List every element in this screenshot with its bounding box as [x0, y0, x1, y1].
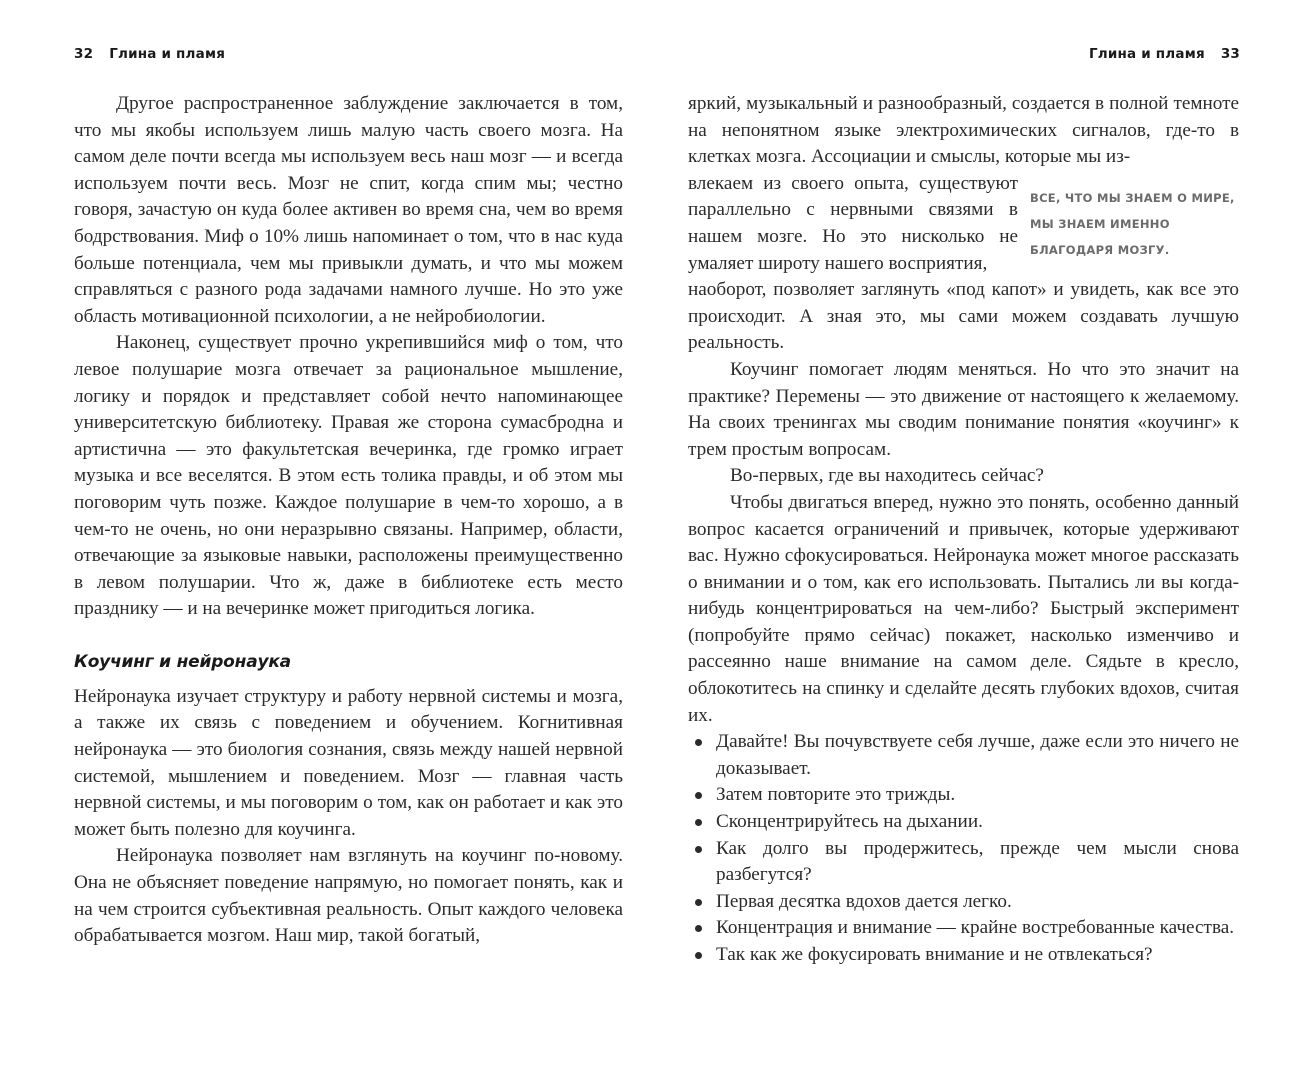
bullet-icon: [695, 899, 702, 906]
list-item: Сконцентрируйтесь на дыхании.: [688, 809, 1239, 836]
bullet-icon: [695, 792, 702, 799]
list-item: Концентрация и внимание — крайне востребованные качества.: [688, 915, 1239, 942]
pull-quote: ВСЕ, ЧТО МЫ ЗНАЕМ О МИРЕ, МЫ ЗНАЕМ ИМЕННО БЛАГОДАРЯ МОЗГУ.: [1030, 190, 1235, 257]
bullet-icon: [695, 819, 702, 826]
list-item: Первая десятка вдохов дается легко.: [688, 889, 1239, 916]
paragraph: Во-первых, где вы находитесь сейчас?: [730, 465, 1044, 487]
left-running-head: [74, 46, 225, 62]
bullet-icon: [695, 739, 702, 746]
bullet-list: [688, 729, 1239, 968]
page-number: 32: [74, 46, 94, 62]
right-body-text: [688, 91, 1239, 969]
right-running-head: [1089, 46, 1240, 62]
bullet-icon: [695, 952, 702, 959]
paragraph: Другое распространенное заблуждение заключается в том, что мы якобы используем лишь малую часть своего мозга. На самом деле почти всегда мы используем весь наш мозг — и всегда используем почти весь. Мозг не спит, когда спим мы; честно говоря, зачастую он куда более активен во время сна, чем во время бодрствования. Миф о 10% лишь напоминает о том, что в нас куда больше потенциала, чем мы привыкли думать, и что мы можем справляться с разного рода задачами намного лучше. Но это уже область мотивационной психологии, а не нейробиологии.: [74, 93, 623, 327]
section-heading: Коучинг и нейронаука: [74, 651, 291, 672]
paragraph: Нейронаука позволяет нам взглянуть на коучинг по-новому. Она не объясняет поведение напрямую, но помогает понять, как и на чем строится субъективная реальность. Опыт каждого человека обрабатывается мозгом. Наш мир, такой богатый,: [74, 845, 623, 947]
pull-quote-block: [688, 171, 1239, 277]
running-title: Глина и пламя: [109, 46, 226, 62]
paragraph: Наконец, существует прочно укрепившийся миф о том, что левое полушарие мозга отвечает за рациональное мышление, логику и порядок и представляет собой нечто напоминающее университетскую библиотеку. Правая же сторона сумасбродна и артистична — это факультетская вечеринка, где громко играет музыка и все веселятся. В этом есть толика правды, и об этом мы поговорим чуть позже. Каждое полушарие в чем-то хорошо, а в чем-то не очень, но они неразрывно связаны. Например, области, отвечающие за языковые навыки, расположены преимущественно в левом полушарии. Что ж, даже в библиотеке есть место празднику — и на вечеринке может пригодиться логика.: [74, 332, 623, 620]
bullet-icon: [695, 846, 702, 853]
paragraph-continuation: яркий, музыкальный и разнообразный, создается в полной темноте на непонятном языке электрохимических сигналов, где-то в клетках мозга. Ассоциации и смыслы, которые мы из-: [688, 93, 1239, 168]
paragraph: Коучинг помогает людям меняться. Но что это значит на практике? Перемены — это движение от настоящего к желаемому. На своих тренингах мы сводим понимание понятия «коучинг» к трем простым вопросам.: [688, 358, 1239, 460]
bullet-icon: [695, 925, 702, 932]
right-page: [655, 0, 1310, 1080]
running-title: Глина и пламя: [1088, 46, 1205, 62]
list-item: Затем повторите это трижды.: [688, 782, 1239, 809]
list-item: Так как же фокусировать внимание и не отвлекаться?: [688, 942, 1239, 969]
paragraph: Чтобы двигаться вперед, нужно это понять, особенно данный вопрос касается ограничений и привычек, которые удерживают вас. Нужно сфокусироваться. Нейронаука может многое рассказать о внимании и о том, как его использовать. Пытались ли вы когда-нибудь концентрироваться на чем-либо? Быстрый эксперимент (попробуйте прямо сейчас) покажет, насколько изменчиво и рассеянно наше внимание на самом деле. Сядьте в кресло, облокотитесь на спинку и сделайте десять глубоких вдохов, считая их.: [688, 491, 1239, 726]
paragraph-continuation-after: наоборот, позволяет заглянуть «под капот» и увидеть, как все это происходит. А зная это, мы сами можем создавать лучшую реальность.: [688, 279, 1239, 354]
page-number: 33: [1220, 46, 1240, 62]
paragraph-continuation-narrow: влекаем из своего опыта, существуют параллельно с нервными связями в нашем мозге. Но это нисколько не умаляет широту нашего восприятия,: [688, 172, 1018, 274]
paragraph: Нейронаука изучает структуру и работу нервной системы и мозга, а также их связь с поведением и обучением. Когнитивная нейронаука — это биология сознания, связь между нашей нервной системой, мышлением и поведением. Мозг — главная часть нервной системы, и мы поговорим о том, как он работает и как это может быть полезно для коучинга.: [74, 685, 623, 840]
list-item: Как долго вы продержитесь, прежде чем мысли снова разбегутся?: [688, 836, 1239, 889]
left-body-text: [74, 91, 623, 950]
list-item: Давайте! Вы почувствуете себя лучше, даже если это ничего не доказывает.: [688, 729, 1239, 782]
